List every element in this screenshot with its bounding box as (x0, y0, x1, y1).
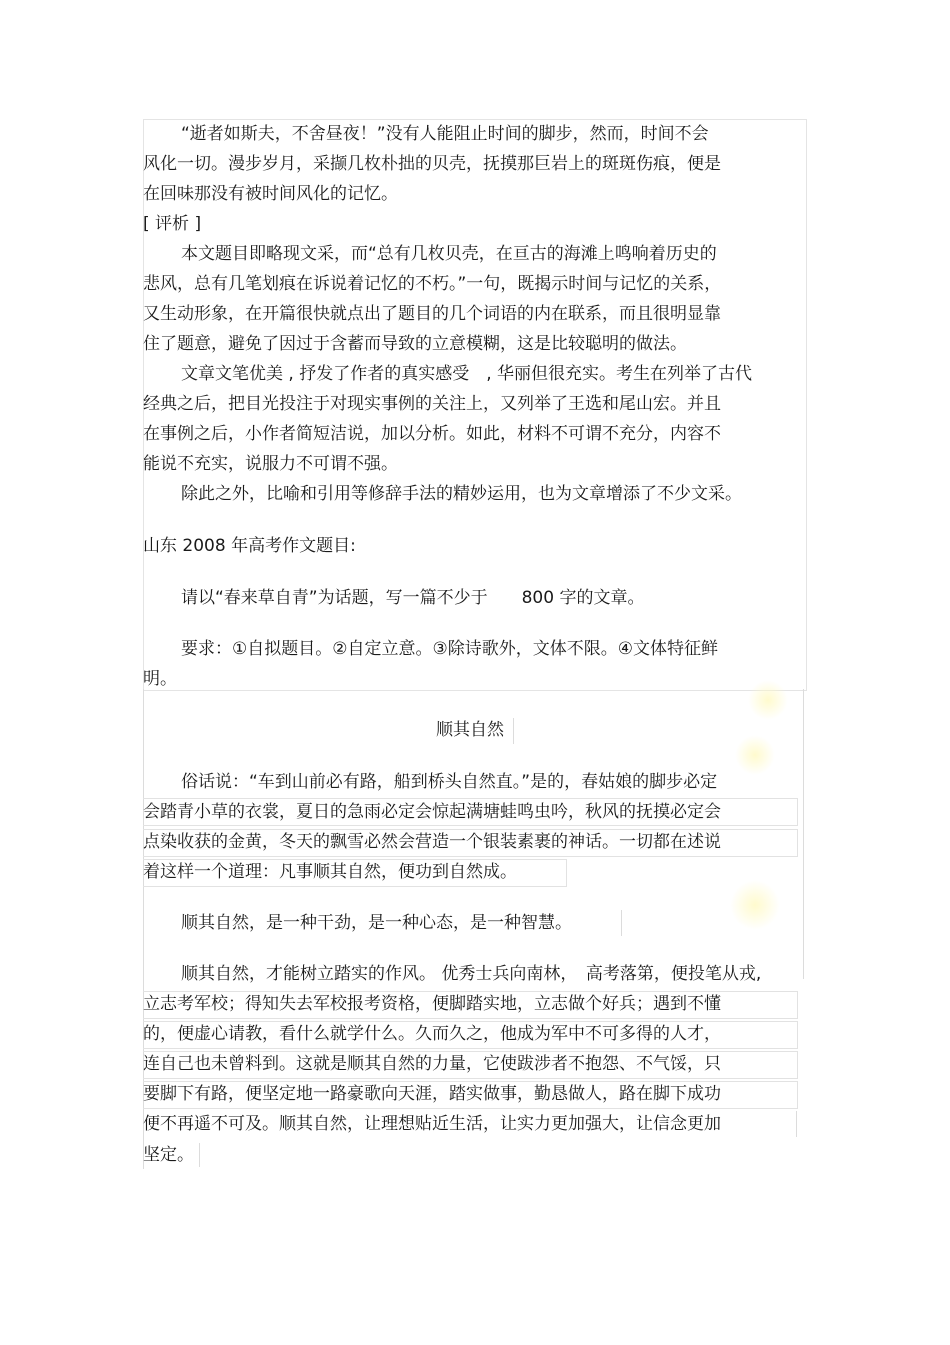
paragraph-line: 顺其自然，才能树立踏实的作风。 优秀士兵向南林， 高考落第，便投笔从戎, (181, 964, 762, 984)
comment-label: [ 评析 ] (143, 214, 202, 234)
paragraph-line: 坚定。 (143, 1145, 194, 1165)
paragraph-line: 的，便虚心请教，看什么就学什么。久而久之，他成为军中不可多得的人才， (143, 1024, 721, 1044)
paragraph-line: 连自己也未曾料到。这就是顺其自然的力量，它使跋涉者不抱怨、不气馁，只 (143, 1054, 721, 1074)
paragraph-line: 在回味那没有被时间风化的记忆。 (143, 184, 398, 204)
paragraph-line: 能说不充实，说服力不可谓不强。 (143, 454, 398, 474)
requirements-line: 要求：①自拟题目。②自定立意。③除诗歌外，文体不限。④文体特征鲜 (181, 639, 718, 659)
scan-glow (748, 680, 788, 720)
paragraph-line: 风化一切。漫步岁月，采撷几枚朴拙的贝壳，抚摸那巨岩上的斑斑伤痕，便是 (143, 154, 721, 174)
paragraph-line: 便不再遥不可及。顺其自然，让理想贴近生活，让实力更加强大，让信念更加 (143, 1114, 721, 1134)
paragraph-line: 会踏青小草的衣裳，夏日的急雨必定会惊起满塘蛙鸣虫吟，秋风的抚摸必定会 (143, 802, 721, 822)
scan-divider (803, 689, 804, 979)
exam-prompt: 请以“春来草自青”为话题，写一篇不少于 800 字的文章。 (181, 588, 645, 608)
scan-glow (735, 735, 775, 775)
paragraph-line: 除此之外，比喻和引用等修辞手法的精妙运用，也为文章增添了不少文采。 (181, 484, 742, 504)
exam-heading: 山东 2008 年高考作文题目: (143, 536, 356, 556)
requirements-line: 明。 (143, 669, 177, 689)
paragraph-line: “逝者如斯夫，不舍昼夜！”没有人能阻止时间的脚步，然而，时间不会 (181, 124, 709, 144)
scan-divider (199, 1143, 200, 1167)
paragraph-line: 点染收获的金黄，冬天的飘雪必然会营造一个银装素裹的神话。一切都在述说 (143, 832, 721, 852)
paragraph-line: 俗话说：“车到山前必有路，船到桥头自然直。”是的，春姑娘的脚步必定 (181, 772, 718, 792)
paragraph-line: 文章文笔优美 , 抒发了作者的真实感受 , 华丽但很充实。考生在列举了古代 (181, 364, 753, 384)
paragraph-line: 经典之后，把目光投注于对现实事例的关注上，又列举了王选和尾山宏。并且 (143, 394, 721, 414)
paragraph-line: 在事例之后，小作者简短洁说，加以分析。如此，材料不可谓不充分，内容不 (143, 424, 721, 444)
paragraph-line: 本文题目即略现文采，而“总有几枚贝壳，在亘古的海滩上鸣响着历史的 (181, 244, 717, 264)
scan-divider (621, 910, 622, 936)
paragraph-line: 要脚下有路，便坚定地一路豪歌向天涯，踏实做事，勤恳做人，路在脚下成功 (143, 1084, 721, 1104)
scan-divider (796, 1111, 797, 1137)
paragraph-line: 悲风，总有几笔划痕在诉说着记忆的不朽。”一句，既揭示时间与记忆的关系， (143, 274, 722, 294)
paragraph-line: 又生动形象，在开篇很快就点出了题目的几个词语的内在联系，而且很明显靠 (143, 304, 721, 324)
essay-title: 顺其自然 (436, 720, 504, 740)
paragraph-line: 着这样一个道理：凡事顺其自然，便功到自然成。 (143, 862, 517, 882)
paragraph-line: 顺其自然，是一种干劲，是一种心态，是一种智慧。 (181, 913, 572, 933)
paragraph-line: 住了题意，避免了因过于含蓄而导致的立意模糊，这是比较聪明的做法。 (143, 334, 687, 354)
scan-divider (513, 718, 514, 744)
scan-glow (730, 880, 780, 930)
paragraph-line: 立志考军校；得知失去军校报考资格，便脚踏实地，立志做个好兵；遇到不懂 (143, 994, 721, 1014)
